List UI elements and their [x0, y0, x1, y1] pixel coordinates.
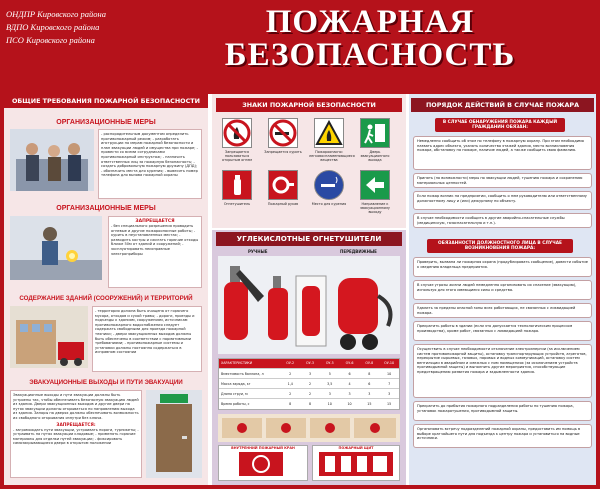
- no-smoking-sign-icon: [268, 118, 298, 148]
- extinguisher-sign-icon: [222, 170, 252, 200]
- instruction-bubble: В случае необходимости сообщить в другие аварийно-спасательные службы (медицинскую, газоспасательную и т.п.).: [413, 213, 592, 228]
- table-header-cell: ОУ-5: [325, 361, 334, 365]
- smoking-area-sign-icon: [314, 170, 344, 200]
- page-title: [150, 6, 590, 72]
- table-header-cell: ХАРАКТЕРИСТИКИ: [221, 361, 253, 365]
- subheading: ЭВАКУАЦИОННЫЕ ВЫХОДЫ И ПУТИ ЭВАКУАЦИИ: [29, 379, 183, 386]
- instruction-bubble: В случае угрозы жизни людей немедленно организовать их спасение (эвакуацию), используя для этого имеющиеся силы и средства.: [413, 280, 592, 300]
- table-cell: 6: [368, 382, 371, 386]
- poster-body: [4, 94, 596, 485]
- no-open-fire-sign-icon: [222, 118, 252, 148]
- table-cell: 1,4: [287, 382, 293, 386]
- instruction-bubble: Прекратить работы в здании (если это допускается технологическим процессом производства), кроме работ, связанных с ликвидацией пожара.: [413, 321, 592, 341]
- sign-label: Огнетушитель: [223, 202, 251, 206]
- table-header-cell: ОУ-10: [384, 361, 395, 365]
- table-cell: 2: [308, 382, 312, 386]
- welding-illustration: [10, 216, 102, 280]
- section-band: ЗНАКИ ПОЖАРНОЙ БЕЗОПАСНОСТИ: [216, 98, 402, 112]
- table-cell: 10: [347, 402, 352, 406]
- table-cell: 2: [308, 392, 312, 396]
- table-header-cell: ОУ-3: [306, 361, 314, 365]
- table-cell: 10: [387, 372, 392, 376]
- table-body: [219, 368, 399, 408]
- table-cell: 3: [328, 392, 331, 396]
- table-cell: 3,5: [327, 382, 333, 386]
- manual-label: РУЧНЫЕ: [248, 249, 268, 254]
- table-cell: 8: [308, 402, 312, 406]
- prohibitions-text: - без специального разрешения проводить огневые и другие пожароопасные работы; - курить в неустановленных местах; - разводить костры и сжигать горючие отходы ближе 50м от зданий и сооружений; - эксплуатировать неисправные электроприборы: [111, 224, 199, 256]
- cabinet-label: ПОЖАРНЫЙ ЩИТ: [338, 446, 374, 450]
- table-row: [219, 368, 399, 378]
- prohibited-label: ЗАПРЕЩАЕТСЯ: [135, 219, 175, 224]
- office-meeting-illustration: [10, 129, 94, 191]
- instruction-bubble: Осуществить в случае необходимости отключение электроэнергии (за исключением систем противопожарной защиты), остановку транспортирующих устройств, агрегатов, перекрытие сырьевых, газовых, паровых и водных коммуникаций, остановку систем вентиляции в аварийном и смежных с ним помещениях (за исключением устройств противодымной защиты) и выполнить другие мероприятия, способствующие предотвращению развития пожара и задымленности здания.: [413, 344, 592, 398]
- section-band: ОБЩИЕ ТРЕБОВАНИЯ ПОЖАРНОЙ БЕЗОПАСНОСТИ: [4, 94, 208, 108]
- table-cell: 3: [348, 392, 351, 396]
- title-line-1: ПОЖАРНАЯ: [265, 4, 475, 40]
- table-cell: 8: [289, 402, 292, 406]
- evac-text: Эвакуационные выходы и пути эвакуации должны быть устроены так, чтобы обеспечивать безопасную эвакуацию людей из здания. Двери эвакуационных выходов и другие двери на путях эвакуации должны открываться по направлению выхода из здания. Запоры на дверях должны обеспечивать возможность их свободного открывания изнутри без ключа.: [13, 393, 139, 420]
- table-cell: 2: [289, 372, 292, 376]
- exit-direction-sign-icon: [360, 170, 390, 200]
- header: [0, 0, 600, 94]
- co2-extinguishers-illustration: [218, 256, 400, 354]
- table-cell: 3: [388, 392, 391, 396]
- instruction-bubble: Удалить за пределы опасной зоны всех работающих, не связанных с ликвидацией пожара.: [413, 303, 592, 318]
- mobile-label: ПЕРЕДВИЖНЫЕ: [340, 249, 377, 254]
- table-cell: 3: [368, 392, 371, 396]
- instruction-bubble: Прекратить до прибытия пожарного подразделения работы по тушению пожара, установок пожаротушения, противодымной защиты.: [413, 401, 592, 421]
- table-cell: 15: [367, 402, 372, 406]
- column-signs-extinguishers: [212, 94, 406, 485]
- table-header: [219, 359, 399, 368]
- instruction-bubble: Если пожар возник на предприятии, сообщить о нем руководителю или ответственному должностному лицу и (или) дежурному по объекту.: [413, 191, 592, 210]
- buildings-text: - территория должна быть очищена от горючего мусора, отходов и сухой травы; - дороги, проезды и подъезды к зданиям, сооружениям, источникам противопожарного водоснабжения следует содержать свободными для проезда пожарной техники; - двери эвакуационных выходов должны быть обеспечены в соответствии с нормативными требованиями; - противопожарные системы и установки должны постоянно содержаться в исправном состоянии: [92, 306, 202, 372]
- org-line: ПСО Кировского района: [6, 35, 95, 45]
- usage-steps-illustration: [218, 414, 400, 442]
- table-row: [219, 378, 399, 388]
- org-line: ВДПО Кировского района: [6, 22, 100, 32]
- column-general-requirements: [4, 94, 208, 485]
- table-header-cell: ОУ-2: [286, 361, 295, 365]
- instruction-bubble: Немедленно сообщить об этом по телефону в пожарную охрану. При этом необходимо назвать адрес объекта, указать количество этажей здания, место возникновения пожара, обстановку на пожаре, наличие людей, а также сообщить свою фамилию.: [413, 136, 592, 170]
- table-cell: Вместимость баллона, л: [221, 372, 264, 376]
- cabinet-label: ВНУТРЕННИЙ ПОЖАРНЫЙ КРАН: [231, 446, 295, 450]
- table-cell: 15: [387, 402, 392, 406]
- exit-door-illustration: [146, 390, 202, 478]
- evac-prohibited-label: ЗАПРЕЩАЕТСЯ:: [56, 422, 96, 428]
- subheading: ОРГАНИЗАЦИОННЫЕ МЕРЫ: [56, 205, 156, 212]
- building-illustration: [10, 306, 88, 368]
- org-line: ОНДПР Кировского района: [6, 9, 106, 19]
- fire-hydrant-cabinet: [218, 445, 308, 481]
- table-row: [219, 388, 399, 398]
- sign-label: Дверь эвакуационного выхода: [360, 150, 390, 162]
- pill-heading: ОБЯЗАННОСТИ ДОЛЖНОСТНОГО ЛИЦА В СЛУЧАЕ ВОЗНИКНОВЕНИЯ ПОЖАРА:: [427, 239, 573, 253]
- table-cell: 4: [348, 382, 351, 386]
- sign-label: Пожароопасно: легковоспламеняющиеся вещества: [309, 150, 355, 162]
- section-band: ПОРЯДОК ДЕЙСТВИЙ В СЛУЧАЕ ПОЖАРА: [411, 98, 594, 112]
- fire-hose-sign-icon: [268, 170, 298, 200]
- sign-label: Место для курения: [311, 202, 347, 206]
- table-header-cell: ОУ-8: [365, 361, 374, 365]
- table-cell: 7: [388, 382, 391, 386]
- flammable-warning-sign-icon: [314, 118, 344, 148]
- subheading: СОДЕРЖАНИЕ ЗДАНИЙ (СООРУЖЕНИЙ) И ТЕРРИТОРИЙ: [19, 295, 193, 302]
- sign-label: Направление к эвакуационному выходу: [360, 202, 390, 214]
- table-cell: Длина струи, м: [221, 392, 248, 396]
- title-line-2: БЕЗОПАСНОСТЬ: [224, 37, 516, 73]
- table-cell: 3: [308, 372, 312, 376]
- table-cell: 6: [348, 372, 351, 376]
- table-cell: 8: [368, 372, 371, 376]
- pill-heading: В СЛУЧАЕ ОБНАРУЖЕНИЯ ПОЖАРА КАЖДЫЙ ГРАЖДАНИН ОБЯЗАН:: [435, 118, 565, 132]
- evacuation-box: [10, 390, 142, 478]
- table-header-cell: ОУ-6: [345, 361, 354, 365]
- sign-label: Пожарный рукав: [267, 202, 299, 206]
- evac-text-2: - загромождать пути эвакуации, устраивать пороги, турникеты; - устраивать на путях эвакуации кладовые; - применять горючие материалы для отделки путей эвакуации; - фиксировать самозакрывающиеся двери в открытом положении: [13, 427, 139, 446]
- instruction-bubble: Принять (по возможности) меры по эвакуации людей, тушению пожара и сохранению материальных ценностей.: [413, 173, 592, 188]
- table-cell: 5: [328, 372, 331, 376]
- section-band: УГЛЕКИСЛОТНЫЕ ОГНЕТУШИТЕЛИ: [216, 232, 402, 246]
- fire-board-cabinet: [312, 445, 400, 481]
- prohibitions-box: [108, 216, 202, 288]
- table-row: [219, 398, 399, 408]
- column-fire-actions: [409, 94, 596, 485]
- emergency-exit-sign-icon: [360, 118, 390, 148]
- table-cell: Время работы, с: [221, 402, 250, 406]
- table-cell: Масса заряда, кг: [221, 382, 251, 386]
- table-cell: 2: [289, 392, 292, 396]
- instruction-bubble: Организовать встречу подразделений пожарной охраны, предоставить им помощь в выборе кратчайшего пути для подъезда к центру пожара и установиться на водные источники.: [413, 424, 592, 448]
- sign-label: Запрещается пользоваться открытым огнем: [222, 150, 252, 162]
- instruction-bubble: Проверить, вызвана ли пожарная охрана (продублировать сообщение), довести событие к сведению владельца предприятия.: [413, 257, 592, 277]
- extinguisher-specs-table: [218, 358, 400, 410]
- table-cell: 10: [327, 402, 332, 406]
- measures-text: - распорядительным документом определить противопожарный режим; - разработать инструкции по мерам пожарной безопасности и план эвакуации людей и имущества при пожаре; - провести со всеми сотрудниками противопожарный инструктаж; - назначить ответственных лиц за пожарную безопасность; - создать добровольную пожарную дружину (ДПД); - обозначить места для курения; - вывесить номер телефона для вызова пожарной охраны: [98, 129, 202, 199]
- subheading: ОРГАНИЗАЦИОННЫЕ МЕРЫ: [56, 119, 156, 126]
- sign-label: Запрещается курить: [264, 150, 302, 154]
